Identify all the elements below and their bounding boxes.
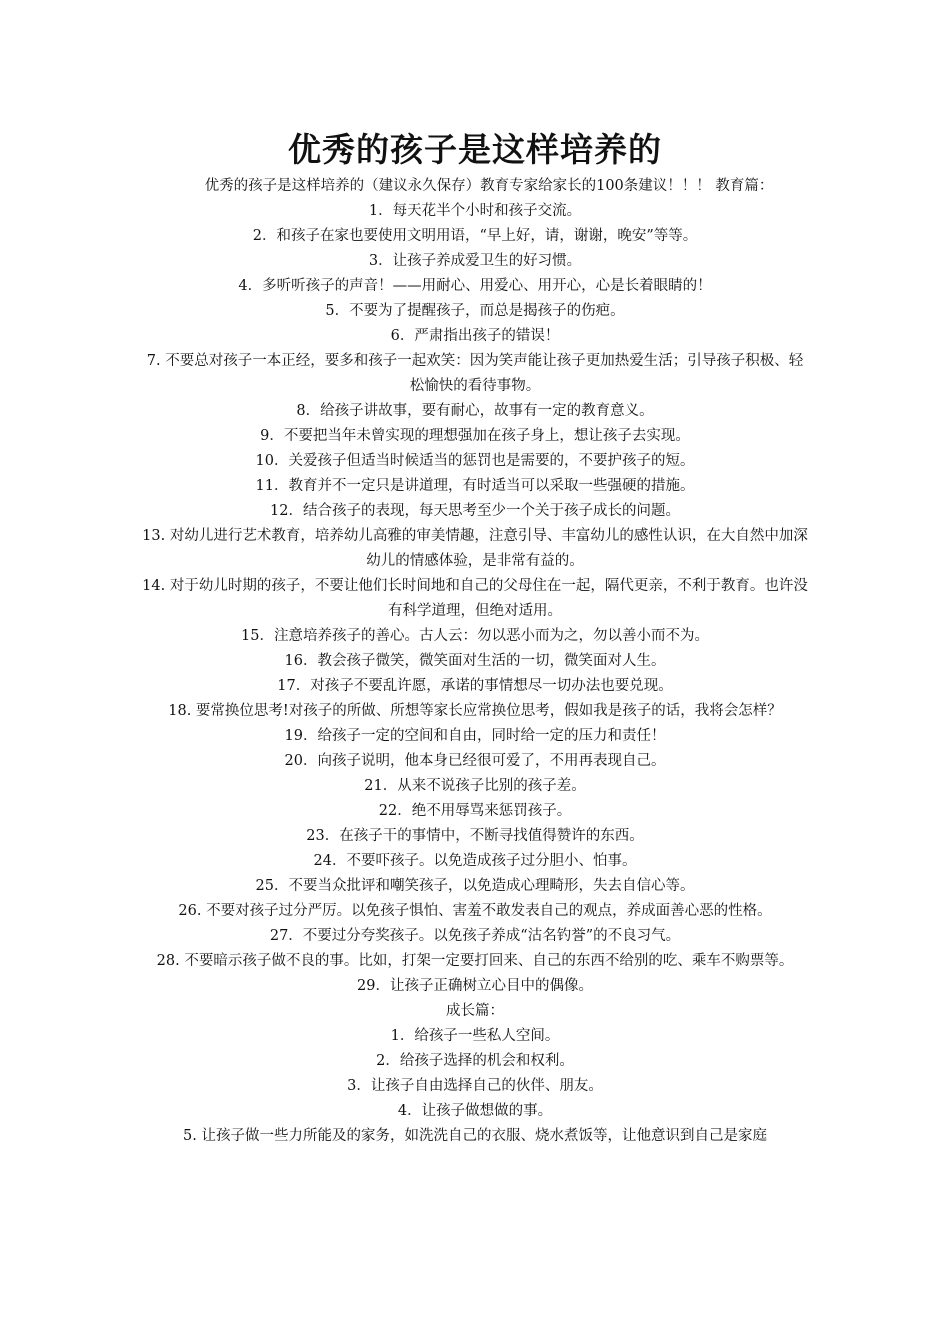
list-item: 1．每天花半个小时和孩子交流。: [368, 203, 582, 219]
list-item: 4．多听听孩子的声音！——用耐心、用爱心、用开心，心是长着眼睛的！: [238, 278, 712, 294]
education-list: [140, 199, 810, 999]
list-item: 25．不要当众批评和嘲笑孩子，以免造成心理畸形，失去自信心等。: [255, 878, 695, 894]
list-item: 9．不要把当年未曾实现的理想强加在孩子身上，想让孩子去实现。: [260, 428, 690, 444]
list-item: 21．从来不说孩子比别的孩子差。: [364, 778, 586, 794]
document-intro: 优秀的孩子是这样培养的（建议永久保存）教育专家给家长的100条建议！！！ 教育篇：: [204, 178, 774, 194]
list-item: 20．向孩子说明，他本身已经很可爱了，不用再表现自己。: [284, 753, 666, 769]
list-item: 5. 让孩子做一些力所能及的家务，如洗洗自己的衣服、烧水煮饭等，让他意识到自己是家庭: [183, 1128, 767, 1144]
list-item: 2．给孩子选择的机会和权利。: [376, 1053, 574, 1069]
list-item: 10．关爱孩子但适当时候适当的惩罚也是需要的，不要护孩子的短。: [255, 453, 695, 469]
list-item: 15．注意培养孩子的善心。古人云：勿以恶小而为之，勿以善小而不为。: [241, 628, 709, 644]
list-item: 24．不要吓孩子。以免造成孩子过分胆小、怕事。: [313, 853, 637, 869]
list-item: 7. 不要总对孩子一本正经，要多和孩子一起欢笑：因为笑声能让孩子更加热爱生活；引导孩子积极、轻松愉快的看待事物。: [146, 353, 804, 394]
list-item: 26. 不要对孩子过分严厉。以免孩子惧怕、害羞不敢发表自己的观点，养成面善心恶的性格。: [178, 903, 772, 919]
list-item: 1．给孩子一些私人空间。: [390, 1028, 560, 1044]
document-page: [140, 128, 810, 1149]
list-item: 4．让孩子做想做的事。: [397, 1103, 553, 1119]
list-item: 6．严肃指出孩子的错误！: [390, 328, 560, 344]
document-title: 优秀的孩子是这样培养的: [288, 130, 662, 169]
list-item: 19．给孩子一定的空间和自由，同时给一定的压力和责任！: [284, 728, 666, 744]
list-item: 8．给孩子讲故事，要有耐心，故事有一定的教育意义。: [296, 403, 654, 419]
list-item: 23．在孩子干的事情中，不断寻找值得赞许的东西。: [306, 828, 644, 844]
list-item: 27．不要过分夸奖孩子。以免孩子养成“沽名钓誉”的不良习气。: [269, 928, 681, 944]
list-item: 22．绝不用辱骂来惩罚孩子。: [378, 803, 572, 819]
list-item: 2．和孩子在家也要使用文明用语，“早上好，请，谢谢，晚安”等等。: [252, 228, 698, 244]
list-item: 18. 要常换位思考!对孩子的所做、所想等家长应常换位思考，假如我是孩子的话，我将会怎样？: [168, 703, 782, 719]
list-item: 29．让孩子正确树立心目中的偶像。: [357, 978, 593, 994]
list-item: 14. 对于幼儿时期的孩子，不要让他们长时间地和自己的父母住在一起，隔代更亲，不利于教育。也许没有科学道理，但绝对适用。: [142, 578, 808, 619]
growth-heading: 成长篇：: [446, 1003, 504, 1019]
list-item: 16．教会孩子微笑，微笑面对生活的一切，微笑面对人生。: [284, 653, 666, 669]
list-item: 3．让孩子自由选择自己的伙伴、朋友。: [347, 1078, 603, 1094]
list-item: 17．对孩子不要乱许愿，承诺的事情想尽一切办法也要兑现。: [277, 678, 673, 694]
list-item: 12．结合孩子的表现，每天思考至少一个关于孩子成长的问题。: [270, 503, 680, 519]
list-item: 11．教育并不一定只是讲道理，有时适当可以采取一些强硬的措施。: [255, 478, 695, 494]
list-item: 3．让孩子养成爱卫生的好习惯。: [368, 253, 582, 269]
growth-list: [140, 1024, 810, 1149]
list-item: 28. 不要暗示孩子做不良的事。比如，打架一定要打回来、自己的东西不给别的吃、乘车不购票等。: [156, 953, 794, 969]
list-item: 5．不要为了提醒孩子，而总是揭孩子的伤疤。: [325, 303, 625, 319]
list-item: 13. 对幼儿进行艺术教育，培养幼儿高雅的审美情趣，注意引导、丰富幼儿的感性认识，在大自然中加深幼儿的情感体验，是非常有益的。: [142, 528, 808, 569]
